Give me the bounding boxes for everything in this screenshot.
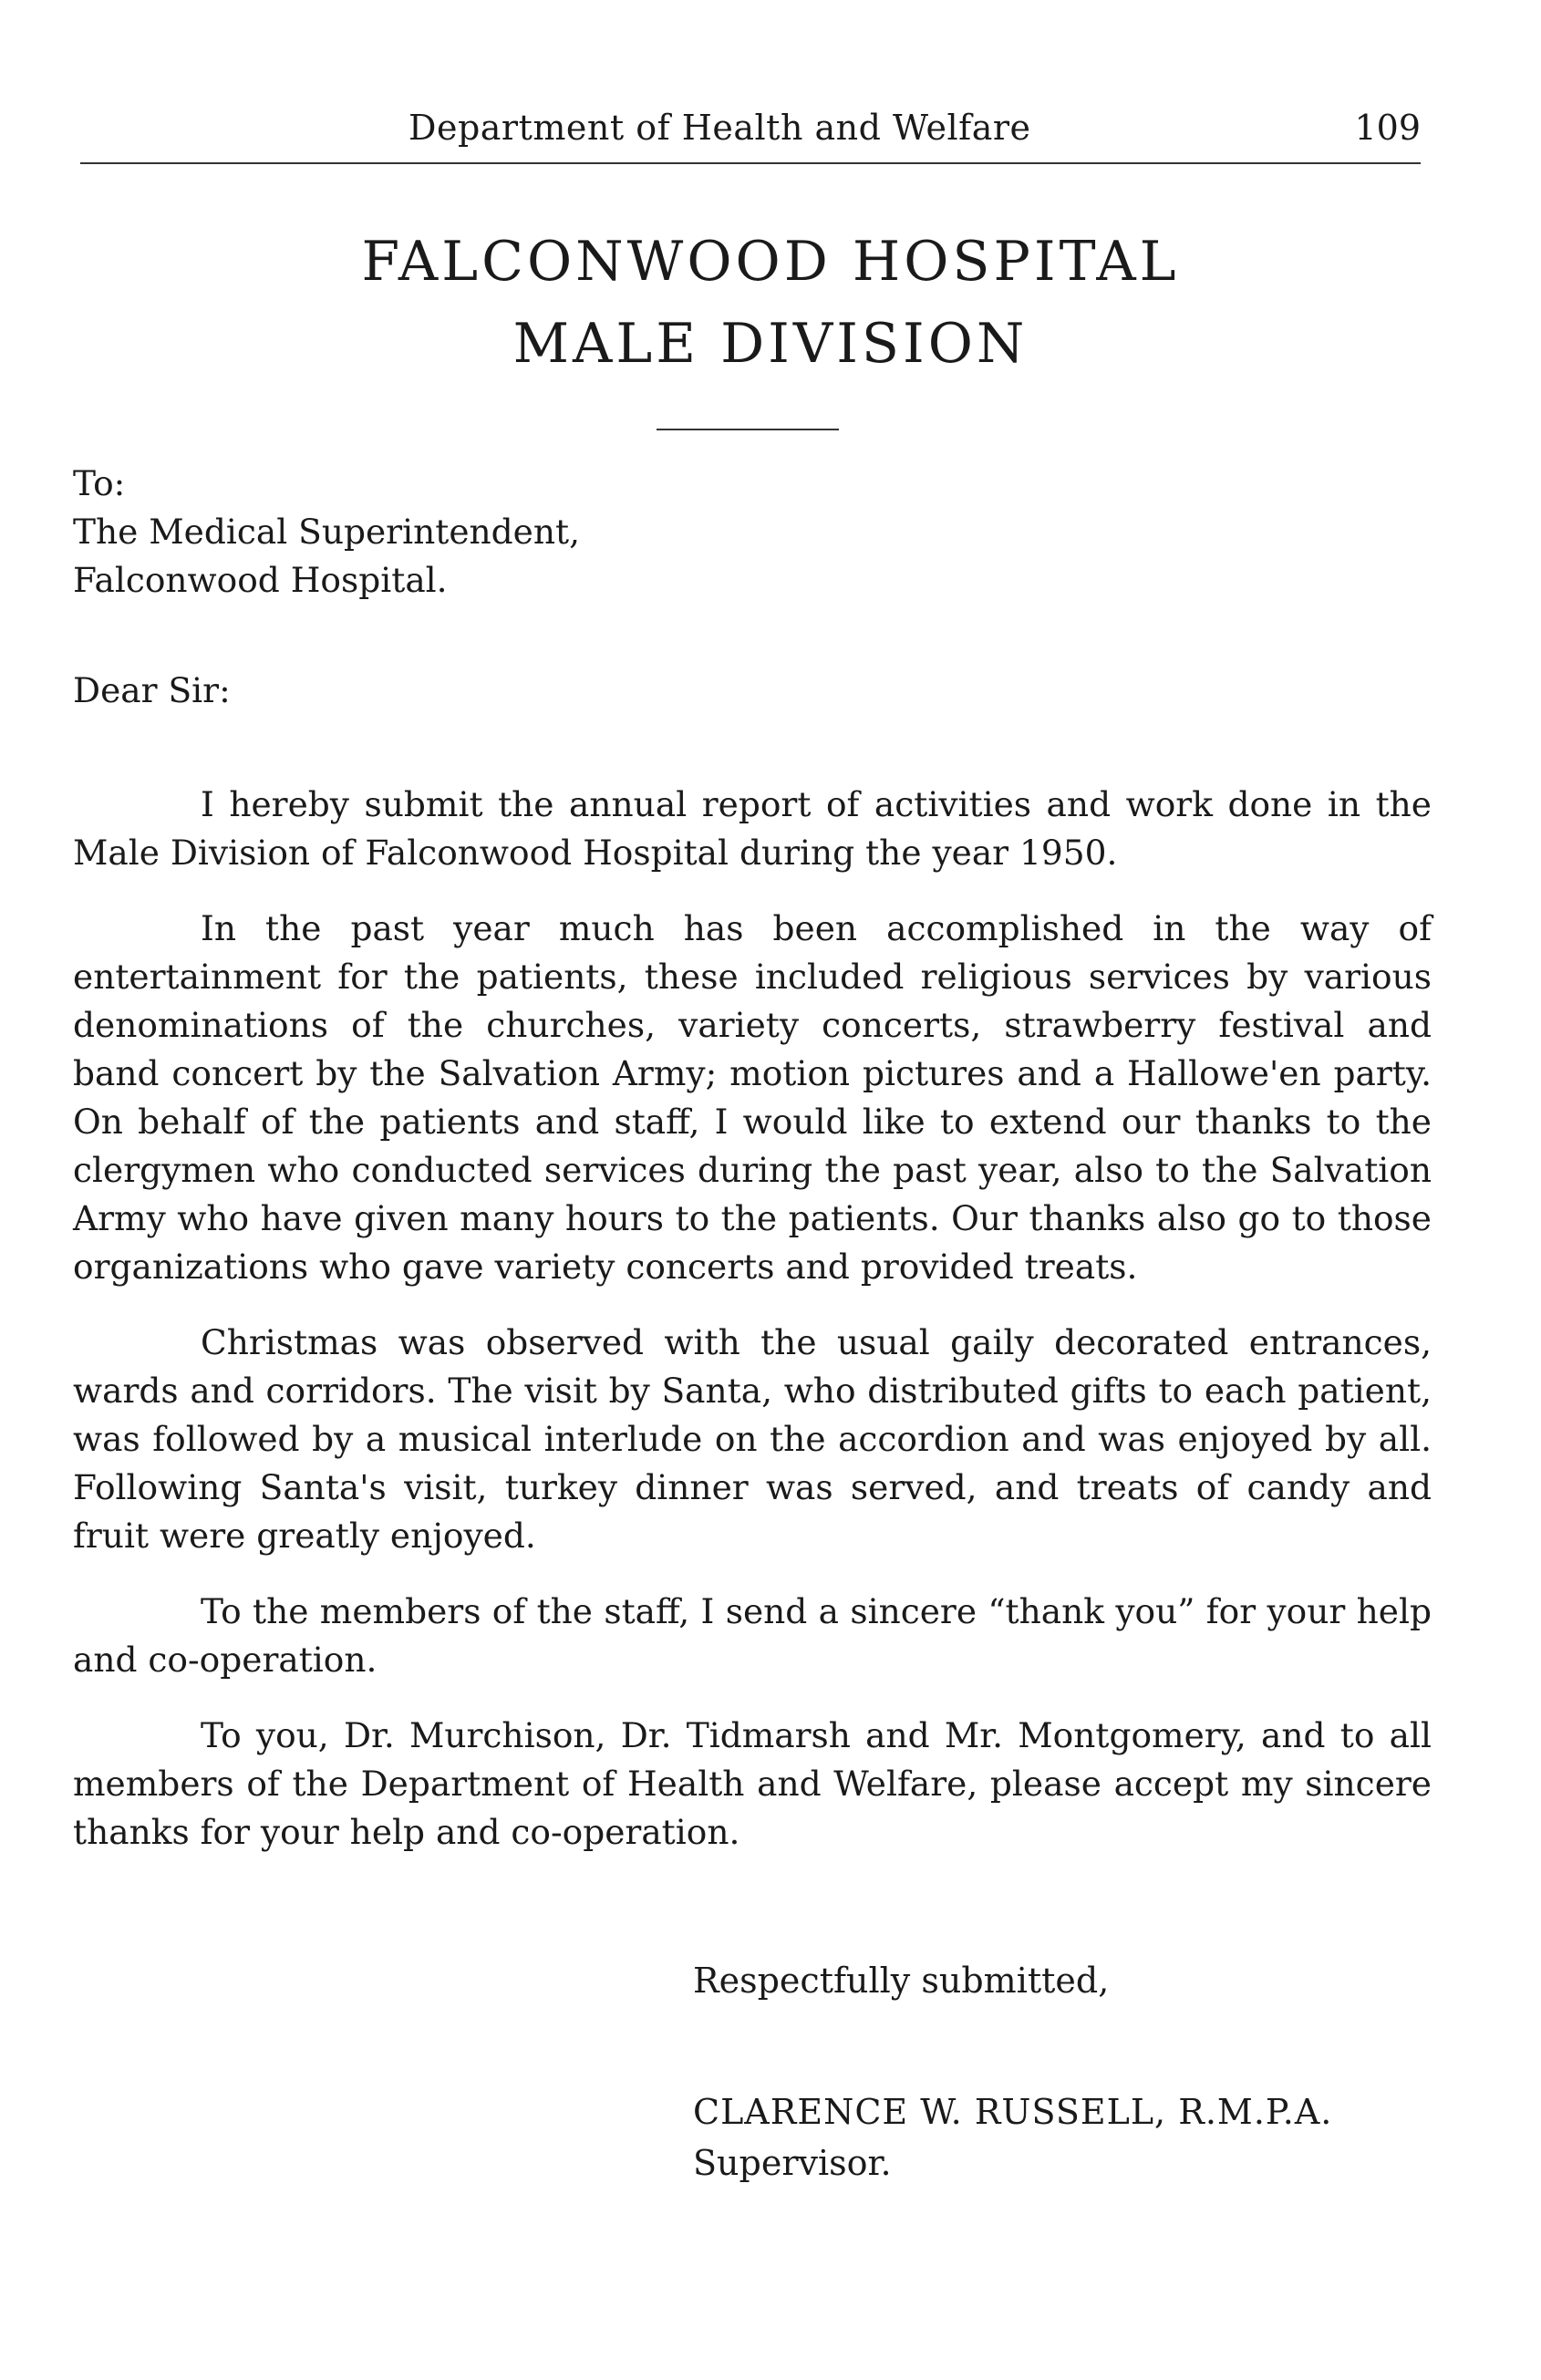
paragraph: I hereby submit the annual report of activities and work done in the Male Division of Falconwood Hospital during the year 1950. [73,784,1432,873]
paragraph: Christmas was observed with the usual gaily decorated entrances, wards and corridors. The visit by Santa, who distributed gifts to each patient, was followed by a musical interlude on the accordion and was enjoyed by all. Following Santa's visit, turkey dinner was served, and treats of candy and fruit were greatly enjoyed. [73,1322,1432,1556]
paragraph: In the past year much has been accomplished in the way of entertainment for the patients, these included religious services by various denominations of the churches, variety concerts, strawberry festival and band concert by the Salvation Army; motion pictures and a Hallowe'en party. On behalf of the patients and staff, I would like to extend our thanks to the clergymen who conducted services during the past year, also to the Salvation Army who have given many hours to the patients. Our thanks also go to those organizations who gave variety concerts and provided treats. [73,908,1432,1287]
header-rule [80,162,1421,164]
document-title: FALCONWOOD HOSPITAL [361,230,1180,294]
address-recipient: The Medical Superintendent, [73,512,580,552]
address-to: To: [73,463,126,503]
signature-block [693,2086,1332,2189]
document-subtitle: MALE DIVISION [512,312,1029,376]
paragraph: To you, Dr. Murchison, Dr. Tidmarsh and Mr. Montgomery, and to all members of the Department of Health and Welfare, please accept my sincere thanks for your help and co-operation. [73,1715,1432,1852]
running-header [80,108,1421,162]
salutation: Dear Sir: [73,670,231,710]
paragraph: To the members of the staff, I send a sincere “thank you” for your help and co-operation. [73,1591,1432,1680]
closing: Respectfully submitted, [693,1961,1110,2001]
letter-body [73,460,1432,1857]
running-header-title: Department of Health and Welfare [409,108,1031,148]
signatory-title: Supervisor. [693,2143,892,2183]
address-institution: Falconwood Hospital. [73,560,448,600]
signatory-name: CLARENCE W. RUSSELL, R.M.P.A. [693,2092,1333,2132]
title-divider [657,429,839,430]
page-number: 109 [1354,108,1421,148]
